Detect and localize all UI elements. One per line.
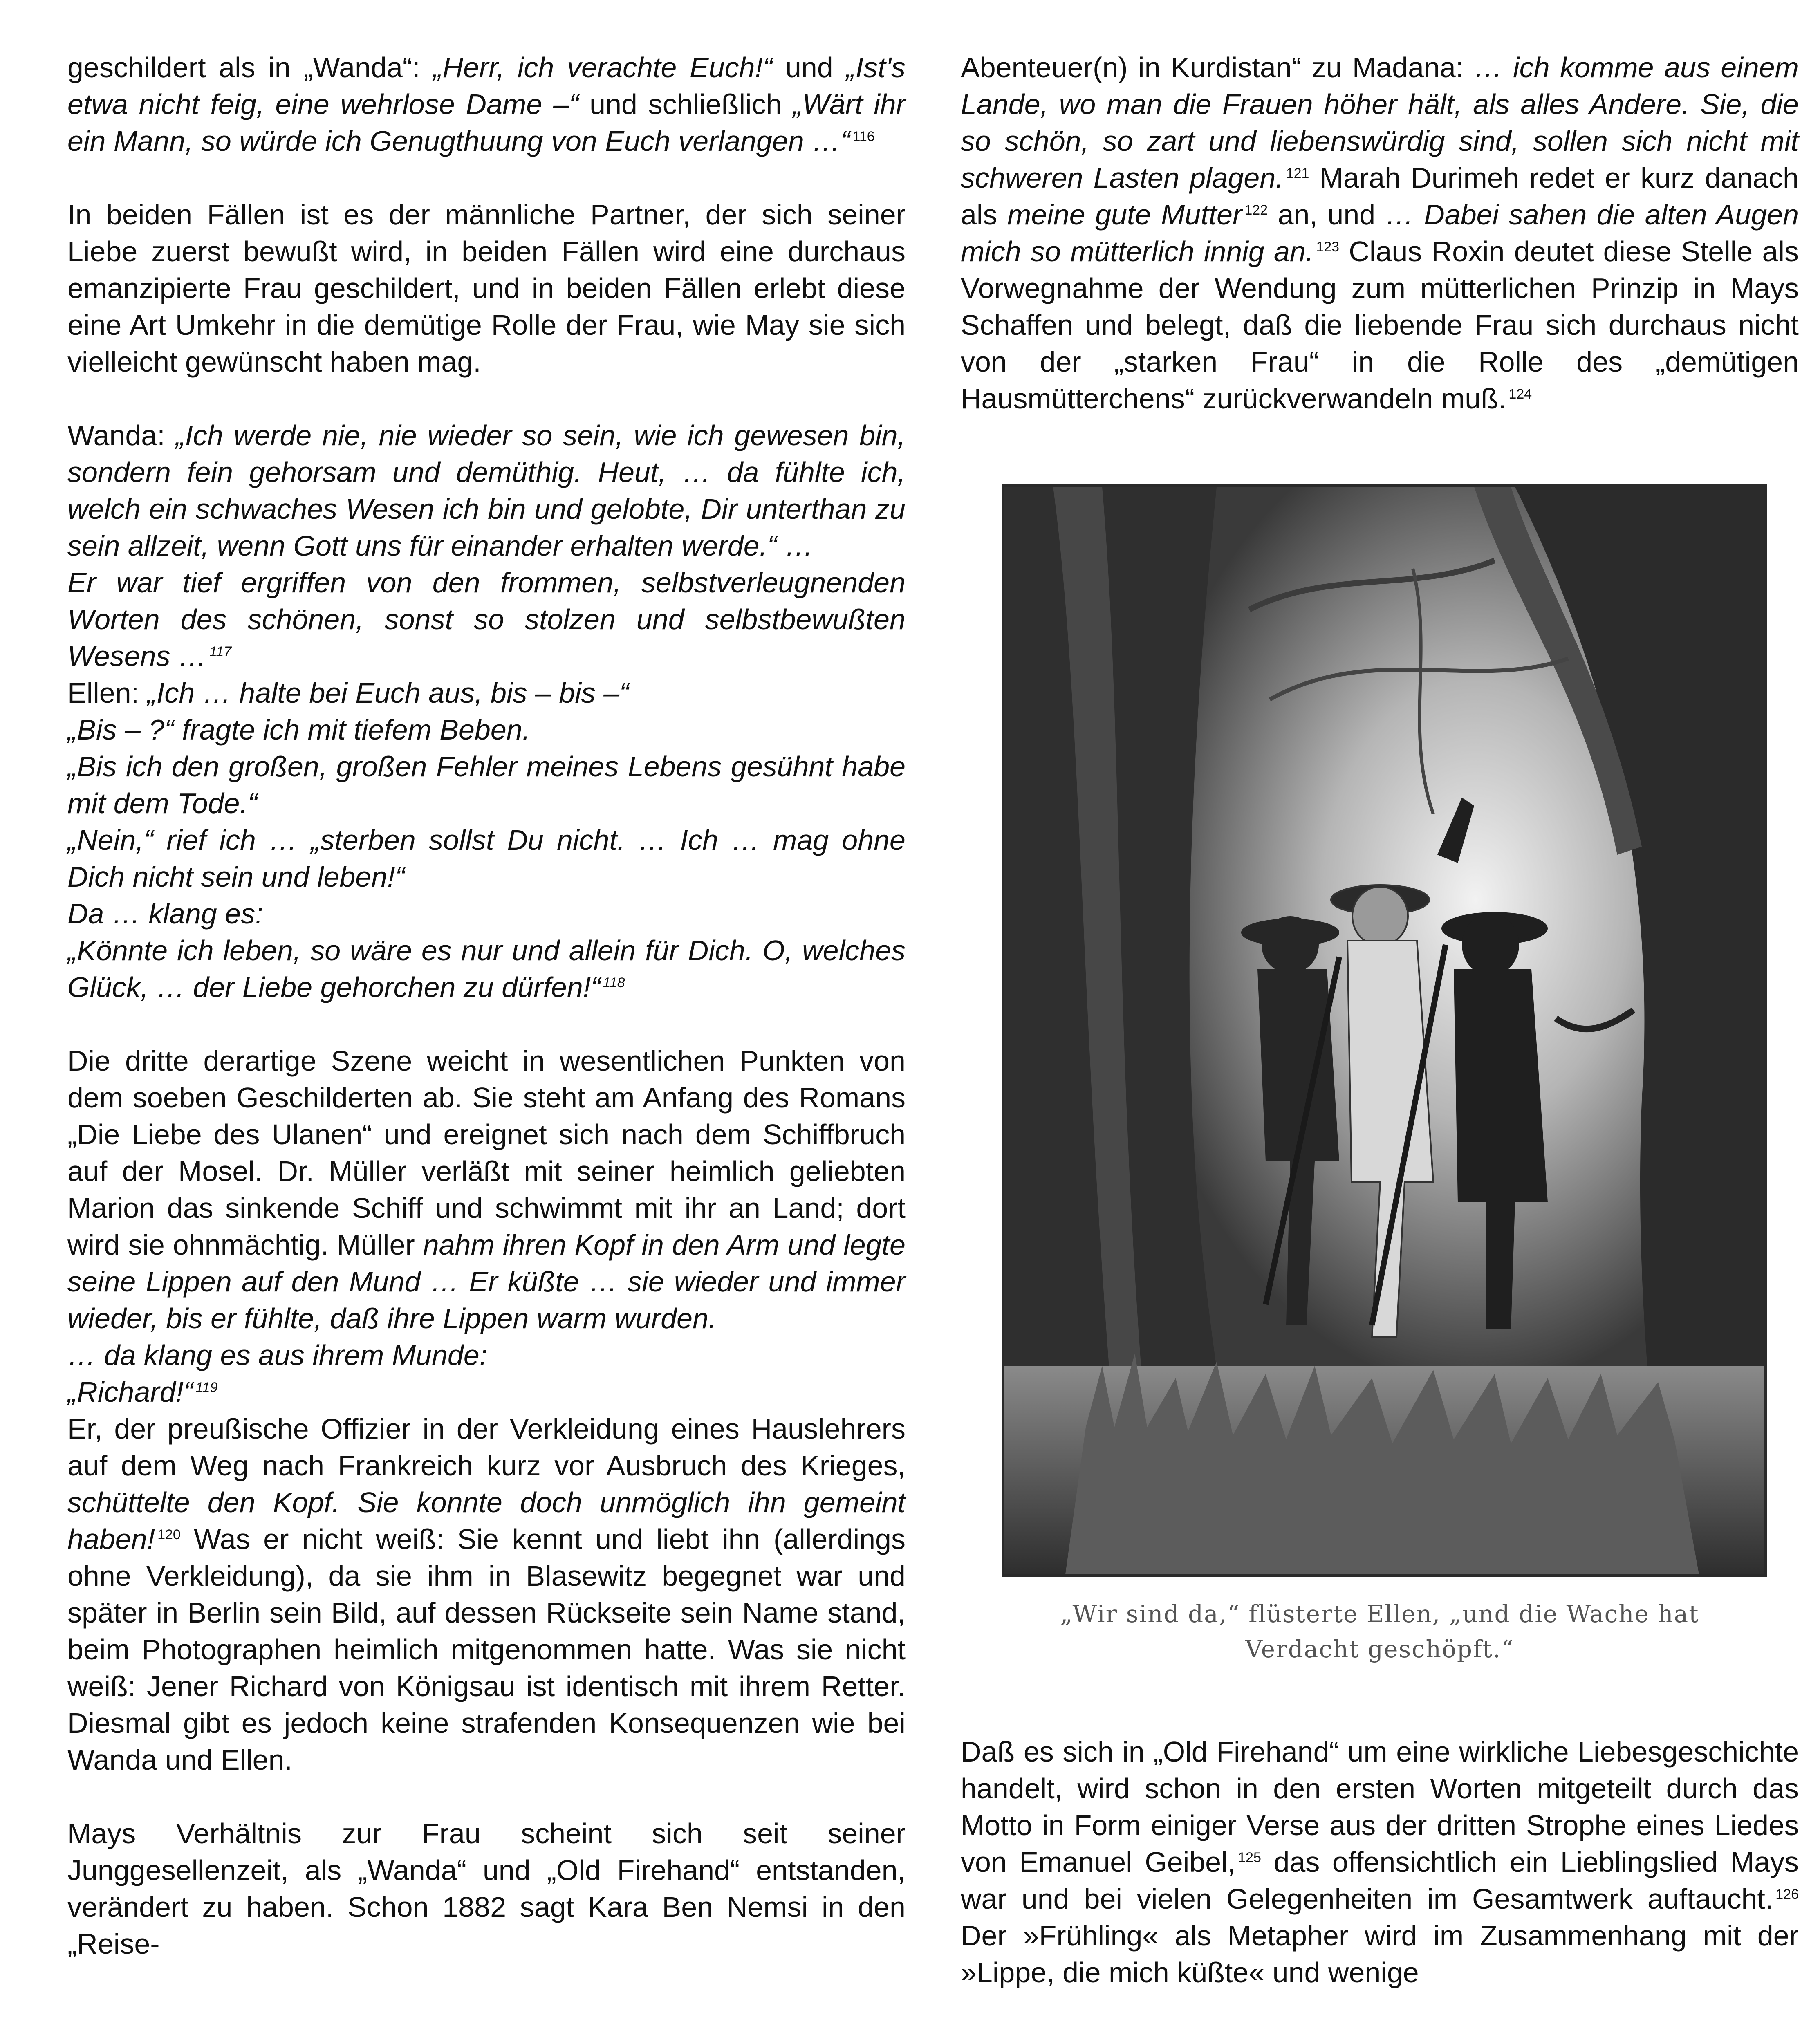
text-run: das offensichtlich ein Lieblingslied Mays war und bei vielen Gelegenheiten im Gesamtwerk auftaucht. bbox=[961, 1846, 1799, 1915]
text-run: geschildert als in „Wanda“: bbox=[67, 52, 433, 83]
paragraph-ellen bbox=[67, 675, 906, 711]
footnote-ref[interactable]: 121 bbox=[1286, 165, 1309, 181]
footnote-ref[interactable]: 122 bbox=[1244, 202, 1268, 218]
paragraph-er-war bbox=[67, 564, 906, 675]
text-run: Er, der preußische Offizier in der Verkleidung eines Hauslehrers auf dem Weg nach Frankreich kurz vor Ausbruch des Krieges, bbox=[67, 1413, 906, 1481]
right-column bbox=[961, 49, 1799, 417]
footnote-ref[interactable]: 126 bbox=[1775, 1886, 1799, 1902]
text-run: Die dritte derartige Szene weicht in wesentlichen Punkten von dem soeben Geschilderten ab. Sie steht am Anfang des Romans „Die Liebe des Ulanen“ und ereignet sich nach dem Schiffbruch auf der Mosel. Dr. Müller verläßt mit seiner heimlich geliebten Marion das sinkende Schiff und schwimmt mit ihr an Land; dort wird sie ohnmächtig. Müller bbox=[67, 1045, 906, 1261]
quote-text: … ich komme aus einem Lande, wo man die Frauen höher hält, als alles Andere. Sie, die so schön, so zart und liebenswürdig sind, sollen sich nicht mit schweren Lasten plagen. bbox=[961, 52, 1799, 194]
quote-text: meine gute Mutter bbox=[1007, 199, 1242, 231]
paragraph-third-scene bbox=[67, 1042, 906, 1337]
speaker-label: Ellen: bbox=[67, 677, 147, 709]
paragraph-wanda-quote bbox=[67, 417, 906, 564]
paragraph-officer bbox=[67, 1410, 906, 1778]
quote-wanda-2: „Ist's etwa nicht feig, eine wehrlose Dame –“ bbox=[67, 52, 906, 120]
quote-line: „Nein,“ rief ich … „sterben sollst Du nicht. … Ich … mag ohne Dich nicht sein und leben!“ bbox=[67, 824, 906, 893]
paragraph-intro bbox=[67, 49, 906, 159]
engraving-image bbox=[1004, 487, 1764, 1574]
quote-line bbox=[67, 1374, 906, 1410]
text-run: Claus Roxin deutet diese Stelle als Vorwegnahme der Wendung zum mütterlichen Prinzip in Mays Schaffen und belegt, daß die liebende Frau sich durchaus nicht von der „starken Frau“ in die Rolle des „demütigen Hausmütterchens“ zurückverwandeln muß. bbox=[961, 235, 1799, 415]
text-run: Der »Frühling« als Metapher wird im Zusammenhang mit der »Lippe, die mich küßte« und wenige bbox=[961, 1920, 1799, 1988]
illustration-engraving bbox=[1002, 484, 1767, 1577]
footnote-ref[interactable]: 124 bbox=[1508, 386, 1532, 402]
left-column bbox=[67, 49, 906, 1962]
text-run: und bbox=[772, 52, 846, 83]
quote-text: „Richard!“ bbox=[67, 1376, 193, 1408]
quote-text: „Könnte ich leben, so wäre es nur und allein für Dich. O, welches Glück, … der Liebe gehorchen zu dürfen!“ bbox=[67, 935, 906, 1003]
quote-text: nahm ihren Kopf in den Arm und legte seine Lippen auf den Mund … Er küßte … sie wieder und immer wieder, bis er fühlte, daß ihre Lippen warm wurden. bbox=[67, 1229, 906, 1334]
quote-text: schüttelte den Kopf. Sie konnte doch unmöglich ihn gemeint haben! bbox=[67, 1486, 906, 1555]
footnote-ref[interactable]: 120 bbox=[157, 1526, 181, 1542]
quote-line: Da … klang es: bbox=[67, 898, 263, 930]
quote-line: … da klang es aus ihrem Munde: bbox=[67, 1339, 488, 1371]
footnote-ref[interactable]: 123 bbox=[1316, 239, 1340, 255]
footnote-ref[interactable]: 125 bbox=[1238, 1849, 1261, 1865]
footnote-ref[interactable]: 119 bbox=[195, 1379, 218, 1395]
quote-line bbox=[67, 932, 906, 1006]
caption-line: Verdacht geschöpft.“ bbox=[1245, 1635, 1514, 1663]
quote-text: … Dabei sahen die alten Augen mich so mütterlich innig an. bbox=[961, 199, 1799, 267]
text-run: und schließlich bbox=[578, 88, 793, 120]
quote-text: „Ich werde nie, nie wieder so sein, wie ich gewesen bin, sondern fein gehorsam und demüthig. Heut, … da fühlte ich, welch ein schwaches Wesen ich bin und gelobte, Dir unterthan zu sein allzeit, wenn Gott uns für einander erhalten werde.“ … bbox=[67, 419, 906, 562]
paragraph-mays-relation: Mays Verhältnis zur Frau scheint sich seit seiner Junggesellenzeit, als „Wanda“ und „Old Firehand“ entstanden, verändert zu haben. Schon 1882 sagt Kara Ben Nemsi in den „Reise- bbox=[67, 1818, 906, 1960]
quote-text: Er war tief ergriffen von den frommen, selbstverleugnenden Worten des schönen, sonst so stolzen und selbstbewußten Wesens … bbox=[67, 567, 906, 672]
footnote-ref[interactable]: 116 bbox=[852, 128, 875, 144]
quote-wanda-3: „Wärt ihr ein Mann, so würde ich Genugthuung von Euch verlangen …“ bbox=[67, 88, 906, 157]
paragraph-both-cases: In beiden Fällen ist es der männliche Partner, der sich seiner Liebe zuerst bewußt wird, in beiden Fällen wird eine durchaus emanzipierte Frau geschildert, und in beiden Fällen erlebt diese eine Art Umkehr in die demütige Rolle der Frau, wie May sie sich vielleicht gewünscht haben mag. bbox=[67, 199, 906, 378]
footnote-ref[interactable]: 117 bbox=[209, 643, 232, 659]
text-run: an, und bbox=[1268, 199, 1385, 231]
quote-text: „Ich … halte bei Euch aus, bis – bis –“ bbox=[147, 677, 629, 709]
quote-line: „Bis – ?“ fragte ich mit tiefem Beben. bbox=[67, 714, 531, 746]
quote-line: „Bis ich den großen, großen Fehler meines Lebens gesühnt habe mit dem Tode.“ bbox=[67, 751, 906, 819]
text-run: Was er nicht weiß: Sie kennt und liebt ihn (allerdings ohne Verkleidung), da sie ihm in Blasewitz begegnet war und später in Berlin sein Bild, auf dessen Rückseite sein Name stand, beim Photographen heimlich mitgenommen hatte. Was sie nicht weiß: Jener Richard von Königsau ist identisch mit ihrem Retter. Diesmal gibt es jedoch keine strafenden Konsequenzen wie bei Wanda und Ellen. bbox=[67, 1523, 906, 1776]
paragraph-old-firehand bbox=[961, 1733, 1799, 1991]
speaker-label: Wanda: bbox=[67, 419, 176, 451]
quote-wanda-1: „Herr, ich verachte Euch!“ bbox=[433, 52, 773, 83]
paragraph-kurdistan bbox=[961, 49, 1799, 417]
text-run: Abenteuer(n) in Kurdistan“ zu Madana: bbox=[961, 52, 1474, 83]
footnote-ref[interactable]: 118 bbox=[603, 975, 625, 991]
text-run: Daß es sich in „Old Firehand“ um eine wirkliche Liebesgeschichte handelt, wird schon in den ersten Worten mitgeteilt durch das Motto in Form einiger Verse aus der dritten Strophe eines Liedes von Emanuel Geibel, bbox=[961, 1736, 1799, 1878]
figure-caption bbox=[961, 1596, 1799, 1667]
caption-line: „Wir sind da,“ flüsterte Ellen, „und die Wache hat bbox=[1060, 1600, 1699, 1628]
text-run: Marah Durimeh redet er kurz danach als bbox=[961, 162, 1799, 231]
